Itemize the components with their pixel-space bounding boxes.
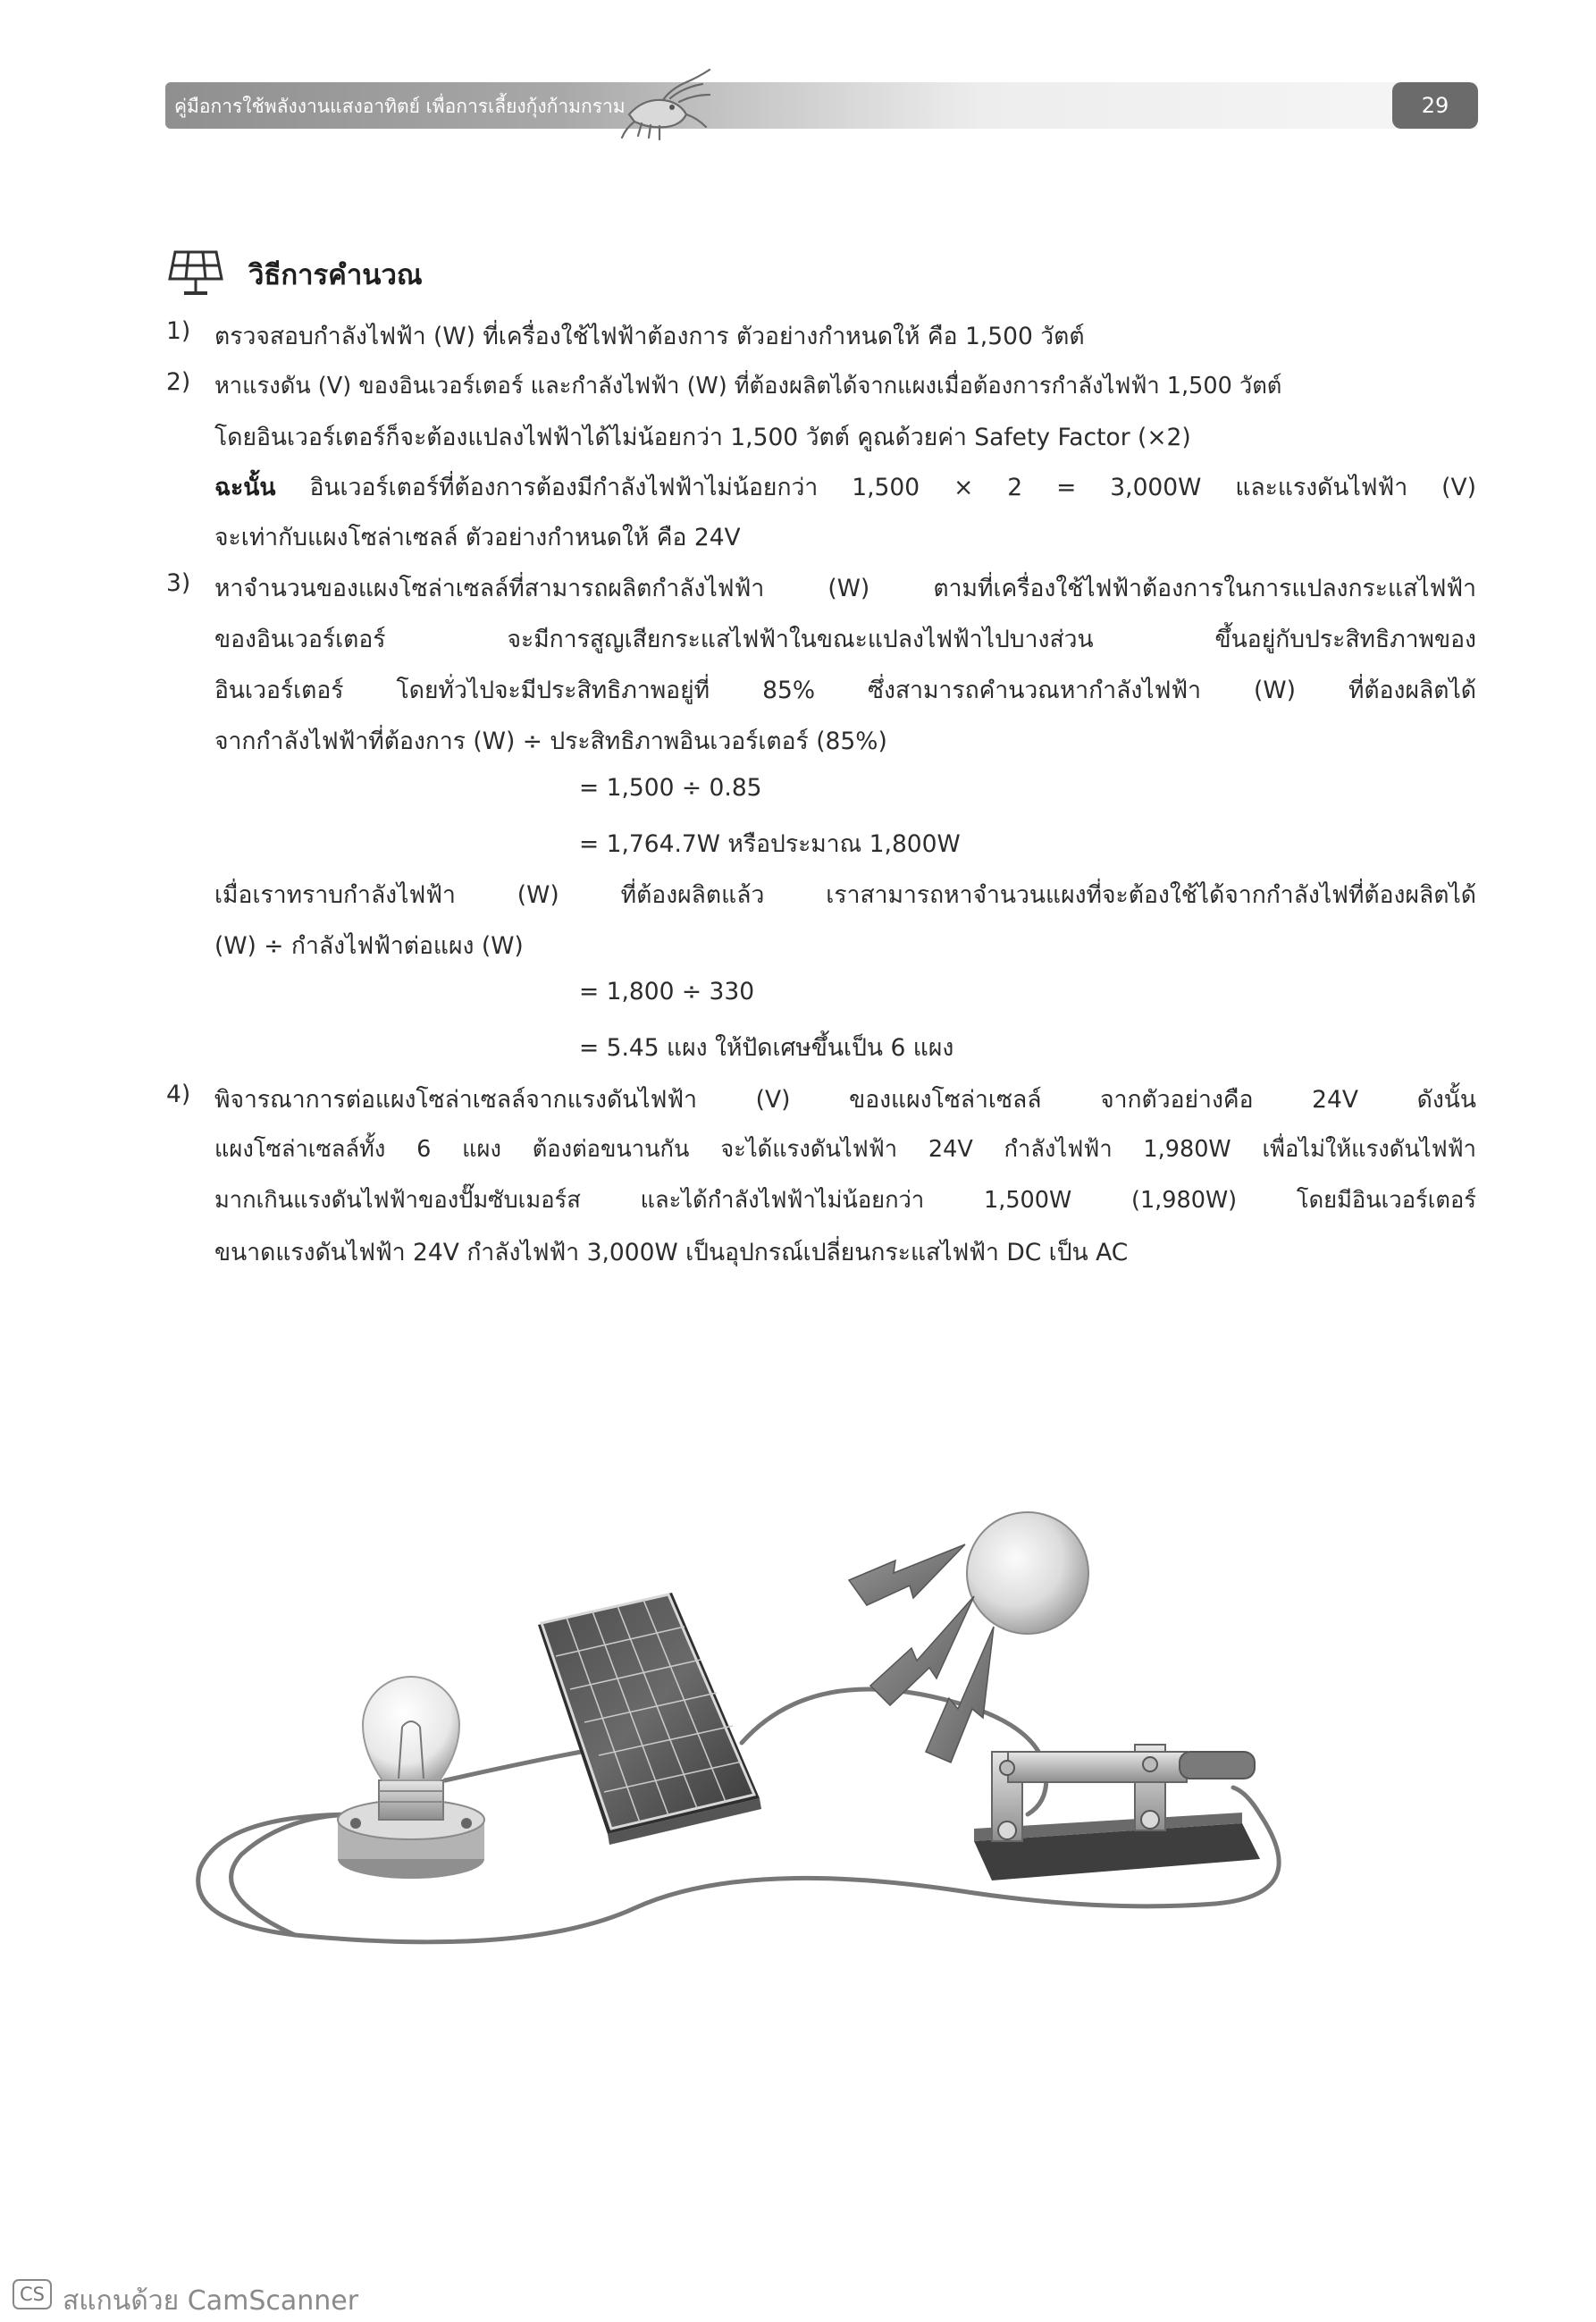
header-title: คู่มือการใช้พลังงานแสงอาทิตย์ เพื่อการเลี้ยงกุ้งก้ามกราม bbox=[174, 96, 626, 117]
solar-circuit-illustration bbox=[188, 1394, 1457, 2038]
shrimp-icon bbox=[617, 63, 715, 143]
camscanner-watermark: สแกนด้วย CamScanner bbox=[63, 2285, 359, 2317]
step-3-line-3: อินเวอร์เตอร์ โดยทั่วไปจะมีประสิทธิภาพอยู่ที่ 85% ซึ่งสามารถคำนวณหากำลังไฟฟ้า (W) ที่ต้องผลิตได้ bbox=[214, 677, 1476, 704]
step-3-calc1-line-2: = 1,764.7W หรือประมาณ 1,800W bbox=[579, 830, 961, 858]
solar-panel-icon bbox=[166, 247, 225, 297]
step-2-line-3 bbox=[214, 468, 1476, 506]
step-1-line-1: ตรวจสอบกำลังไฟฟ้า (W) ที่เครื่องใช้ไฟฟ้าต้องการ ตัวอย่างกำหนดให้ คือ 1,500 วัตต์ bbox=[214, 323, 1085, 350]
sun bbox=[967, 1512, 1088, 1634]
step-4-line-3: มากเกินแรงดันไฟฟ้าของปั๊มซับเมอร์ส และได้กำลังไฟฟ้าไม่น้อยกว่า 1,500W (1,980W) โดยมีอินเวอร์เตอร์ bbox=[214, 1187, 1476, 1214]
step-3-line-6: (W) ÷ กำลังไฟฟ้าต่อแผง (W) bbox=[214, 932, 524, 960]
step-4-number: 4) bbox=[166, 1081, 191, 1108]
step-2-emphasis-rest: อินเวอร์เตอร์ที่ต้องการต้องมีกำลังไฟฟ้าไม่น้อยกว่า 1,500 × 2 = 3,000W และแรงดันไฟฟ้า (V) bbox=[309, 474, 1476, 501]
step-4-line-1: พิจารณาการต่อแผงโซล่าเซลล์จากแรงดันไฟฟ้า (V) ของแผงโซล่าเซลล์ จากตัวอย่างคือ 24V ดังนั้น bbox=[214, 1086, 1476, 1114]
step-3-calc1-line-1: = 1,500 ÷ 0.85 bbox=[579, 774, 762, 802]
step-3-line-4: จากกำลังไฟฟ้าที่ต้องการ (W) ÷ ประสิทธิภาพอินเวอร์เตอร์ (85%) bbox=[214, 728, 887, 755]
page-number-badge: 29 bbox=[1392, 82, 1478, 129]
step-1-number: 1) bbox=[166, 317, 191, 345]
section-title: วิธีการคำนวณ bbox=[248, 259, 423, 291]
step-3-calc2-line-1: = 1,800 ÷ 330 bbox=[579, 978, 755, 1005]
step-3-line-1: หาจำนวนของแผงโซล่าเซลล์ที่สามารถผลิตกำลังไฟฟ้า (W) ตามที่เครื่องใช้ไฟฟ้าต้องการในการแปลงกระแสไฟฟ้า bbox=[214, 575, 1476, 602]
knife-switch bbox=[974, 1745, 1260, 1880]
step-2-line-4: จะเท่ากับแผงโซล่าเซลล์ ตัวอย่างกำหนดให้ คือ 24V bbox=[214, 524, 741, 551]
step-3-calc2-line-2: = 5.45 แผง ให้ปัดเศษขึ้นเป็น 6 แผง bbox=[579, 1034, 954, 1062]
step-2-line-2: โดยอินเวอร์เตอร์ก็จะต้องแปลงไฟฟ้าได้ไม่น้อยกว่า 1,500 วัตต์ คูณด้วยค่า Safety Factor (×2) bbox=[214, 424, 1191, 451]
step-2-emphasis: ฉะนั้น bbox=[214, 474, 276, 501]
step-4-line-2: แผงโซล่าเซลล์ทั้ง 6 แผง ต้องต่อขนานกัน จะได้แรงดันไฟฟ้า 24V กำลังไฟฟ้า 1,980W เพื่อไม่ให้แรงดันไฟฟ้า bbox=[214, 1136, 1476, 1163]
step-3-line-5: เมื่อเราทราบกำลังไฟฟ้า (W) ที่ต้องผลิตแล้ว เราสามารถหาจำนวนแผงที่จะต้องใช้ได้จากกำลังไฟที่ต้องผลิตได้ bbox=[214, 881, 1476, 909]
solar-panel bbox=[538, 1593, 761, 1845]
step-4-line-4: ขนาดแรงดันไฟฟ้า 24V กำลังไฟฟ้า 3,000W เป็นอุปกรณ์เปลี่ยนกระแสไฟฟ้า DC เป็น AC bbox=[214, 1239, 1129, 1266]
step-3-number: 3) bbox=[166, 569, 191, 597]
camscanner-logo: CS bbox=[13, 2279, 52, 2309]
step-3-line-2: ของอินเวอร์เตอร์ จะมีการสูญเสียกระแสไฟฟ้าในขณะแปลงไฟฟ้าไปบางส่วน ขึ้นอยู่กับประสิทธิภาพของ bbox=[214, 626, 1476, 653]
step-2-line-1: หาแรงดัน (V) ของอินเวอร์เตอร์ และกำลังไฟฟ้า (W) ที่ต้องผลิตได้จากแผงเมื่อต้องการกำลังไฟฟ้า 1,500 วัตต์ bbox=[214, 373, 1282, 400]
step-2-number: 2) bbox=[166, 368, 191, 396]
